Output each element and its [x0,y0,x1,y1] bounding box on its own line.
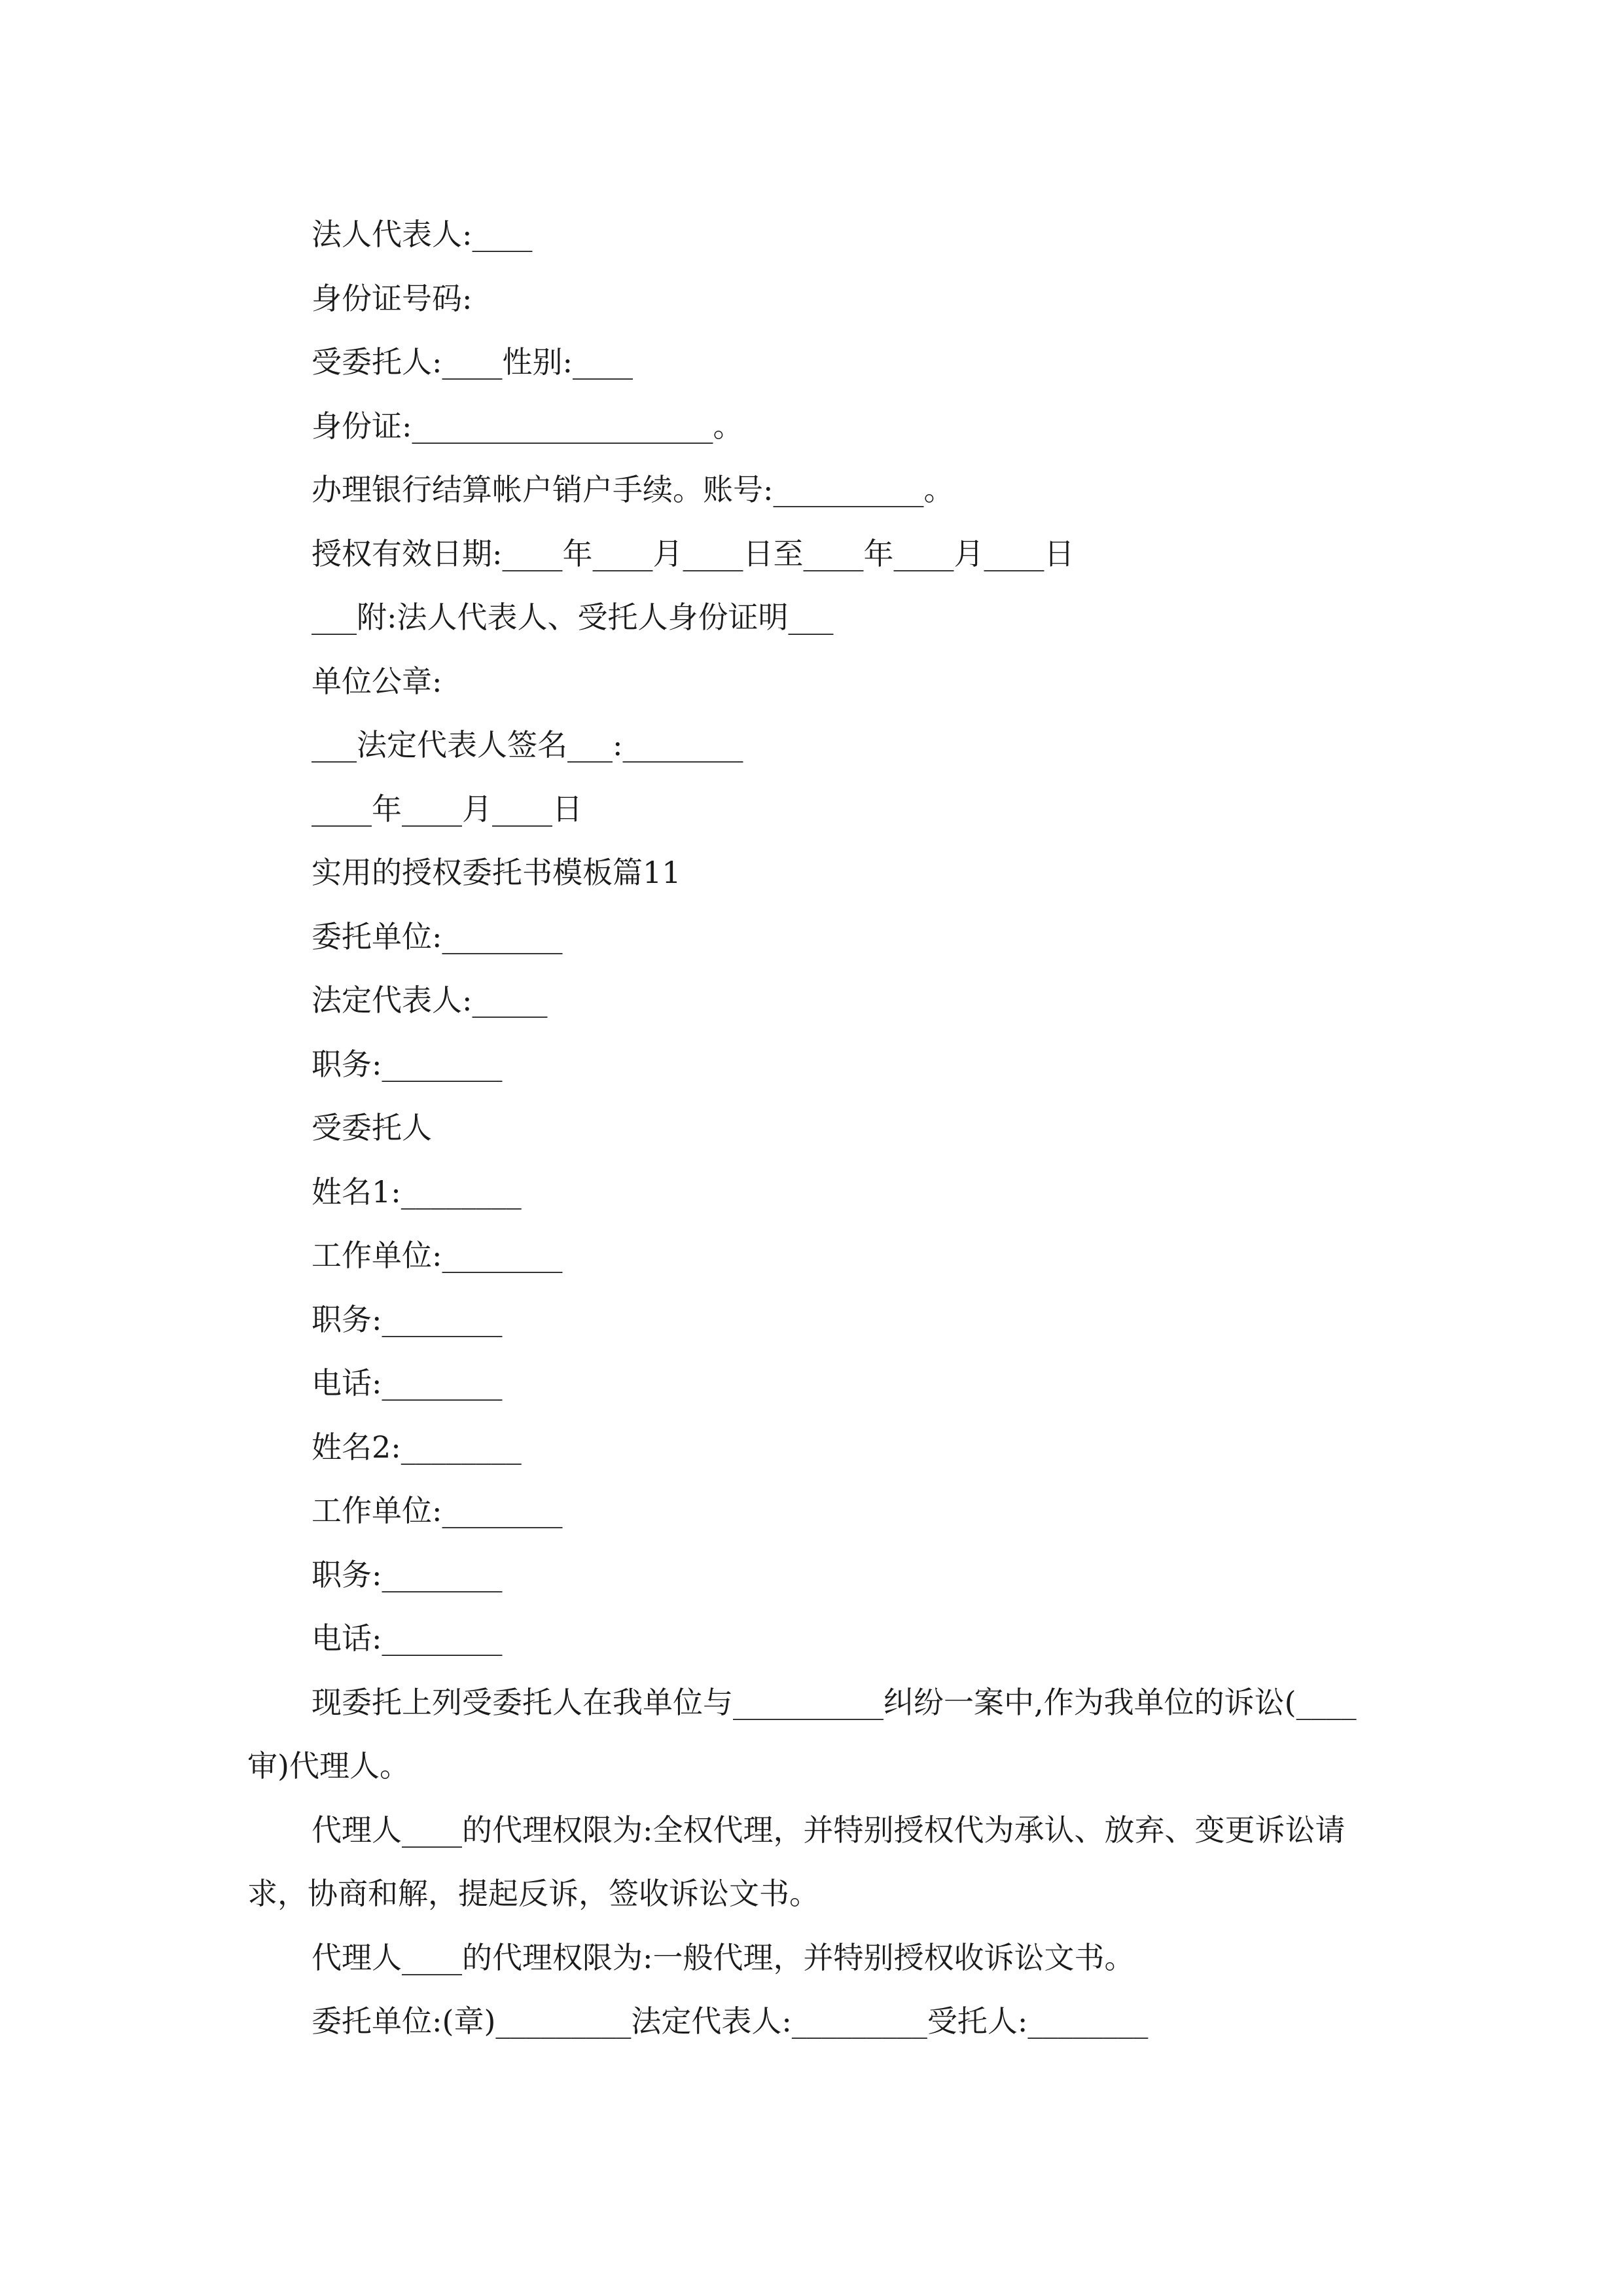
general-authority-paragraph: 代理人____的代理权限为:一般代理，并特别授权收诉讼文书。 [312,1939,1135,1975]
attachment-line: ___附:法人代表人、受托人身份证明___ [312,600,834,635]
position-line: 职务:________ [312,1046,503,1082]
validity-period-line: 授权有效日期:____年____月____日至____年____月____日 [312,535,1075,571]
legal-rep-line: 法定代表人:_____ [312,982,548,1018]
date-line: ____年____月____日 [312,791,582,827]
name-2-line: 姓名2:________ [312,1429,522,1465]
position-2-line: 职务:________ [312,1556,503,1592]
entrustment-paragraph: 现委托上列受委托人在我单位与__________纠纷一案中,作为我单位的诉讼(____审)代理人。 [247,1684,1357,1784]
phone-2-line: 电话:________ [312,1621,503,1656]
phone-1-line: 电话:________ [312,1365,503,1401]
id-card-line: 身份证:____________________。 [312,408,743,444]
section-title: 实用的授权委托书模板篇11 [312,855,681,890]
trustee-heading: 受委托人 [312,1110,432,1145]
full-authority-paragraph: 代理人____的代理权限为:全权代理，并特别授权代为承认、放弃、变更诉讼请求，协商和解，提起反诉，签收诉讼文书。 [247,1812,1346,1911]
trustee-gender-line: 受委托人:____性别:____ [312,344,633,380]
account-closing-line: 办理银行结算帐户销户手续。账号:__________。 [312,472,954,507]
position-1-line: 职务:________ [312,1301,503,1337]
workplace-1-line: 工作单位:________ [312,1238,563,1273]
id-number-line: 身份证号码: [312,280,473,316]
entrusting-unit-line: 委托单位:________ [312,918,563,954]
legal-representative-line: 法人代表人:____ [312,217,533,252]
document-body [247,203,1386,2054]
representative-signature-line: ___法定代表人签名___:________ [312,727,743,762]
name-1-line: 姓名1:________ [312,1174,522,1210]
workplace-2-line: 工作单位:________ [312,1493,563,1528]
signature-paragraph: 委托单位:(章)_________法定代表人:_________受托人:________ [312,2003,1149,2039]
company-seal-line: 单位公章: [312,663,442,699]
